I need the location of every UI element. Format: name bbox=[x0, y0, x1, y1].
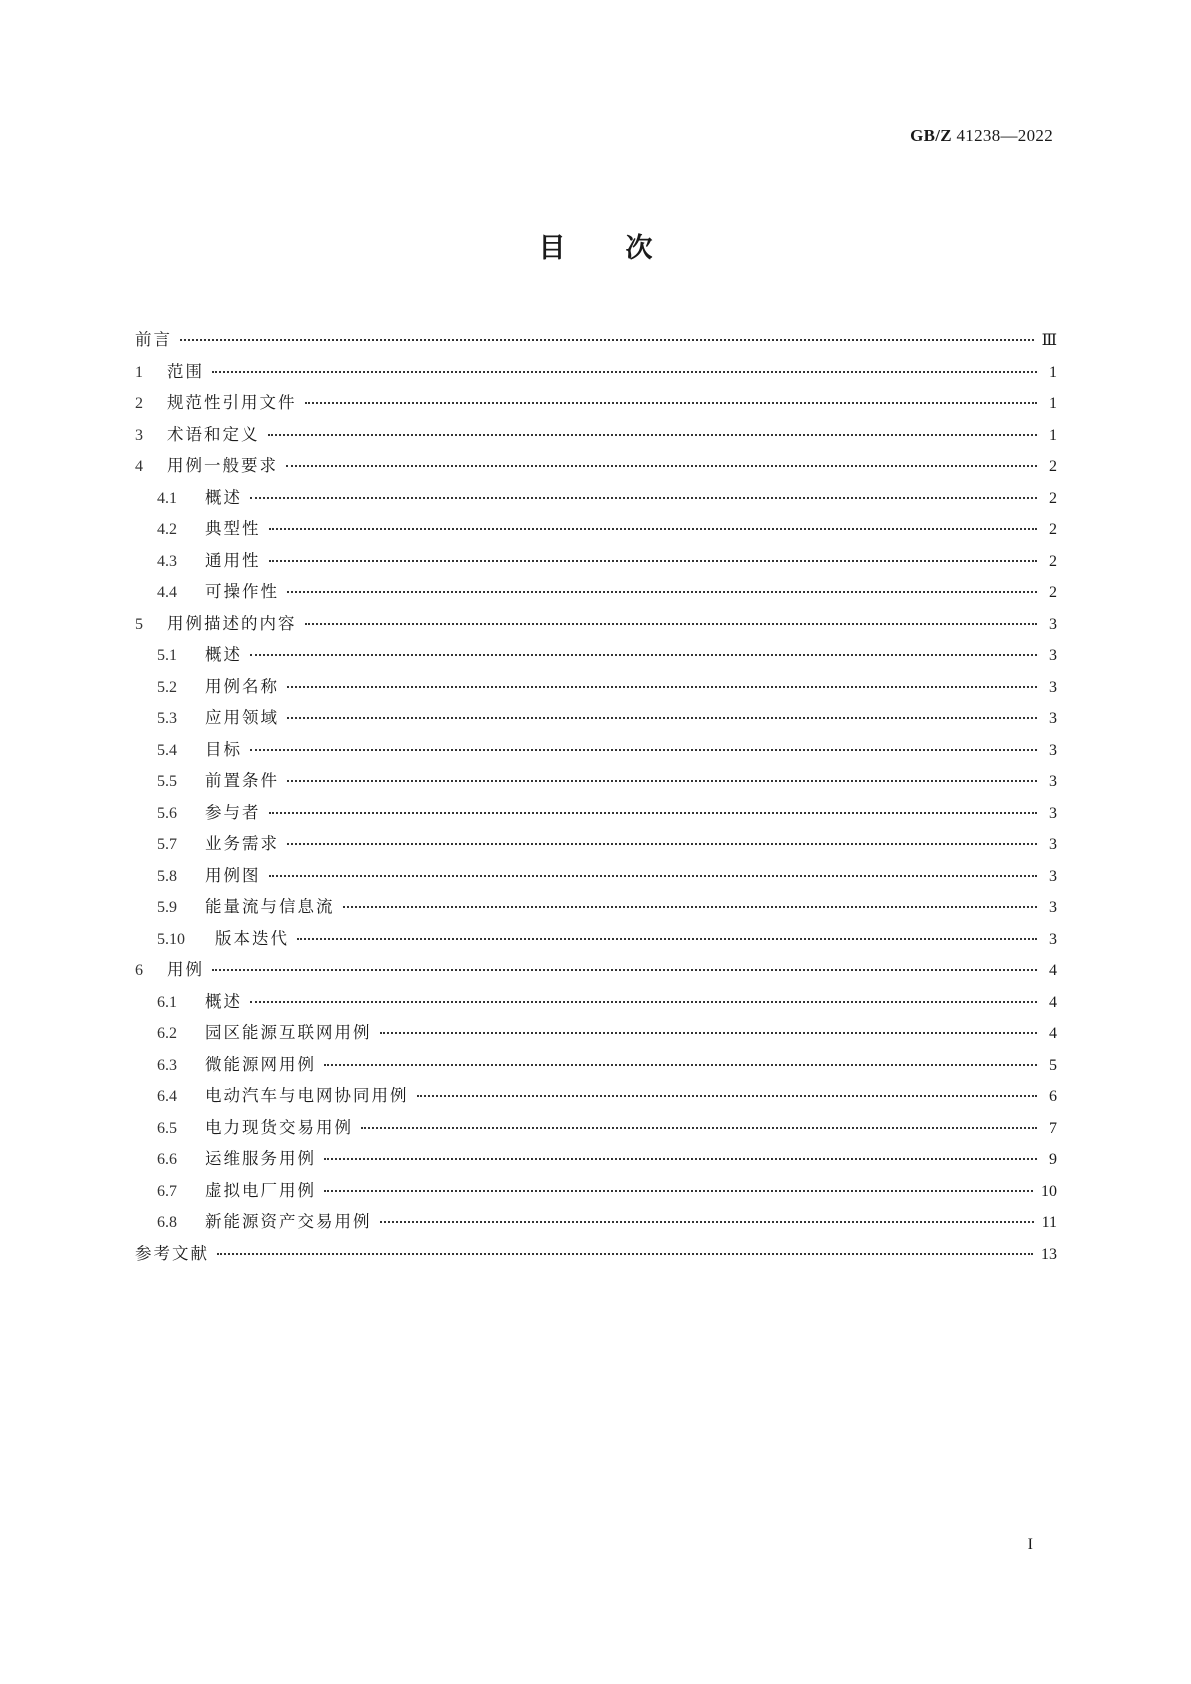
standard-code bbox=[910, 126, 1053, 146]
toc-entry[interactable] bbox=[135, 578, 1057, 610]
toc-entry[interactable] bbox=[135, 1240, 1057, 1272]
toc-entry-label: 用例名称 bbox=[205, 676, 279, 696]
toc-dot-leader bbox=[417, 1095, 1038, 1097]
toc-dot-leader bbox=[269, 875, 1038, 877]
toc-entry-label: 概述 bbox=[205, 991, 242, 1011]
toc-entry-label: 参考文献 bbox=[135, 1243, 209, 1263]
toc-entry-page: 3 bbox=[1049, 678, 1057, 696]
toc-entry-page: 2 bbox=[1049, 584, 1057, 601]
toc-entry[interactable] bbox=[135, 641, 1057, 673]
toc-entry-page: 10 bbox=[1041, 1182, 1057, 1200]
toc-entry[interactable] bbox=[135, 358, 1057, 390]
toc-entry-label: 规范性引用文件 bbox=[167, 393, 297, 412]
toc-entry-page: 1 bbox=[1049, 363, 1057, 381]
toc-entry[interactable] bbox=[135, 1145, 1057, 1177]
toc-entry[interactable] bbox=[135, 421, 1057, 453]
toc-entry-number: 4.1 bbox=[157, 489, 177, 507]
page-number: I bbox=[1027, 1536, 1033, 1553]
toc-entry-number: 5.5 bbox=[157, 773, 177, 790]
toc-entry-label: 应用领域 bbox=[205, 708, 279, 727]
toc-dot-leader bbox=[297, 938, 1037, 940]
toc-entry-number: 5.1 bbox=[157, 647, 177, 664]
toc-entry-page: 4 bbox=[1049, 993, 1057, 1011]
toc-entry-number: 4.3 bbox=[157, 552, 177, 570]
toc-entry-label: 概述 bbox=[205, 645, 242, 664]
toc-entry-number: 6.4 bbox=[157, 1088, 177, 1105]
toc-dot-leader bbox=[305, 402, 1038, 404]
toc-entry-number: 5.9 bbox=[157, 899, 177, 916]
toc-entry[interactable] bbox=[135, 452, 1057, 484]
toc-entry-label: 电动汽车与电网协同用例 bbox=[205, 1086, 409, 1105]
toc-entry-page: 2 bbox=[1049, 458, 1057, 475]
toc-entry-page: 3 bbox=[1049, 867, 1057, 885]
toc-entry-number: 5.8 bbox=[157, 867, 177, 885]
toc-entry[interactable] bbox=[135, 610, 1057, 642]
toc-entry-page: 2 bbox=[1049, 552, 1057, 570]
toc-entry-number: 5.6 bbox=[157, 804, 177, 822]
toc-entry[interactable] bbox=[135, 484, 1057, 516]
toc-entry-page: 4 bbox=[1049, 1025, 1057, 1042]
toc-entry[interactable] bbox=[135, 673, 1057, 705]
toc-entry-label: 用例 bbox=[167, 960, 204, 979]
toc-dot-leader bbox=[305, 623, 1038, 625]
toc-entry-number: 6.8 bbox=[157, 1214, 177, 1231]
toc-dot-leader bbox=[361, 1127, 1037, 1129]
toc-dot-leader bbox=[250, 1001, 1037, 1003]
toc-entry-page: 2 bbox=[1049, 521, 1057, 538]
toc-entry-number: 5.7 bbox=[157, 836, 177, 853]
toc-entry-page: 3 bbox=[1049, 804, 1057, 822]
toc-entry-label: 用例一般要求 bbox=[167, 456, 278, 475]
toc-entry-number: 4.4 bbox=[157, 584, 177, 601]
toc-dot-leader bbox=[324, 1064, 1037, 1066]
toc-dot-leader bbox=[286, 465, 1037, 467]
toc-dot-leader bbox=[217, 1253, 1033, 1255]
toc-entry[interactable] bbox=[135, 767, 1057, 799]
toc-entry-number: 6.2 bbox=[157, 1025, 177, 1042]
toc-entry[interactable] bbox=[135, 1019, 1057, 1051]
toc-entry-label: 前置条件 bbox=[205, 771, 279, 790]
toc-dot-leader bbox=[212, 969, 1037, 971]
toc-entry-page: Ⅲ bbox=[1041, 332, 1057, 349]
toc-dot-leader bbox=[287, 717, 1037, 719]
toc-entry-label: 参与者 bbox=[205, 802, 261, 822]
toc-entry[interactable] bbox=[135, 893, 1057, 925]
toc-entry-number: 6.1 bbox=[157, 993, 177, 1011]
toc-entry-label: 范围 bbox=[167, 361, 204, 381]
toc-entry-label: 运维服务用例 bbox=[205, 1149, 316, 1168]
toc-dot-leader bbox=[250, 749, 1037, 751]
toc-entry[interactable] bbox=[135, 389, 1057, 421]
toc-entry-number: 3 bbox=[135, 426, 143, 444]
toc-entry-label: 用例描述的内容 bbox=[167, 613, 297, 633]
toc-entry-label: 业务需求 bbox=[205, 834, 279, 853]
toc-entry-number: 2 bbox=[135, 395, 143, 412]
toc-entry[interactable] bbox=[135, 799, 1057, 831]
toc-entry-number: 4 bbox=[135, 458, 143, 475]
toc-entry[interactable] bbox=[135, 704, 1057, 736]
toc-entry-number: 6.6 bbox=[157, 1151, 177, 1168]
standard-number: 41238—2022 bbox=[956, 126, 1053, 145]
toc-entry-number: 5.2 bbox=[157, 678, 177, 696]
toc-entry-page: 5 bbox=[1049, 1056, 1057, 1074]
toc-dot-leader bbox=[250, 654, 1037, 656]
toc-entry-page: 3 bbox=[1049, 773, 1057, 790]
toc-entry-number: 6.3 bbox=[157, 1056, 177, 1074]
toc-dot-leader bbox=[268, 434, 1038, 436]
toc-entry-label: 电力现货交易用例 bbox=[205, 1117, 353, 1137]
toc-entry-page: 11 bbox=[1041, 1214, 1057, 1231]
toc-entry-label: 术语和定义 bbox=[167, 424, 260, 444]
toc-dot-leader bbox=[343, 906, 1038, 908]
toc-entry-label: 用例图 bbox=[205, 865, 261, 885]
toc-entry-label: 园区能源互联网用例 bbox=[205, 1023, 372, 1042]
toc-entry-page: 6 bbox=[1049, 1088, 1057, 1105]
toc-entry-page: 3 bbox=[1049, 647, 1057, 664]
toc-entry-page: 13 bbox=[1041, 1245, 1057, 1263]
toc-entry-page: 3 bbox=[1049, 899, 1057, 916]
toc-entry-label: 前言 bbox=[135, 330, 172, 349]
toc-entry-number: 4.2 bbox=[157, 521, 177, 538]
standard-prefix: GB/Z bbox=[910, 126, 952, 145]
toc-entry-page: 3 bbox=[1049, 930, 1057, 948]
toc-entry[interactable] bbox=[135, 1208, 1057, 1240]
toc-entry[interactable] bbox=[135, 862, 1057, 894]
toc-entry-page: 2 bbox=[1049, 489, 1057, 507]
toc-entry-number: 6 bbox=[135, 962, 143, 979]
toc-entry[interactable] bbox=[135, 1177, 1057, 1209]
toc-entry-label: 可操作性 bbox=[205, 582, 279, 601]
toc-entry-page: 3 bbox=[1049, 741, 1057, 759]
toc-entry-number: 1 bbox=[135, 363, 143, 381]
toc-entry[interactable] bbox=[135, 830, 1057, 862]
toc-entry-label: 目标 bbox=[205, 739, 242, 759]
toc-entry[interactable] bbox=[135, 547, 1057, 579]
toc-dot-leader bbox=[287, 591, 1037, 593]
toc-entry-number: 5.3 bbox=[157, 710, 177, 727]
toc-entry-label: 微能源网用例 bbox=[205, 1054, 316, 1074]
toc-dot-leader bbox=[269, 528, 1038, 530]
toc-entry-label: 典型性 bbox=[205, 519, 261, 538]
toc-entry[interactable] bbox=[135, 736, 1057, 768]
toc-dot-leader bbox=[380, 1032, 1038, 1034]
toc-dot-leader bbox=[287, 686, 1037, 688]
toc-dot-leader bbox=[269, 812, 1038, 814]
toc-entry-page: 4 bbox=[1049, 962, 1057, 979]
toc-entry[interactable] bbox=[135, 1114, 1057, 1146]
toc-entry[interactable] bbox=[135, 515, 1057, 547]
toc-entry-number: 5.10 bbox=[157, 930, 185, 948]
toc-entry-label: 概述 bbox=[205, 487, 242, 507]
toc-entry-number: 5 bbox=[135, 615, 143, 633]
toc-entry[interactable] bbox=[135, 1051, 1057, 1083]
toc-dot-leader bbox=[180, 339, 1034, 341]
toc-entry-number: 6.5 bbox=[157, 1119, 177, 1137]
toc-entry[interactable] bbox=[135, 925, 1057, 957]
toc-entry-page: 3 bbox=[1049, 836, 1057, 853]
toc-entry[interactable] bbox=[135, 1082, 1057, 1114]
toc-entry-label: 通用性 bbox=[205, 550, 261, 570]
toc-entry[interactable] bbox=[135, 988, 1057, 1020]
toc-dot-leader bbox=[212, 371, 1037, 373]
toc-entry[interactable] bbox=[135, 326, 1057, 358]
toc-dot-leader bbox=[287, 843, 1037, 845]
toc-dot-leader bbox=[380, 1221, 1034, 1223]
toc-entry-number: 5.4 bbox=[157, 741, 177, 759]
toc-entry-number: 6.7 bbox=[157, 1182, 177, 1200]
toc-entry-page: 3 bbox=[1049, 615, 1057, 633]
toc-entry-page: 1 bbox=[1049, 426, 1057, 444]
toc-dot-leader bbox=[250, 497, 1037, 499]
toc-entry-page: 1 bbox=[1049, 395, 1057, 412]
toc-dot-leader bbox=[287, 780, 1037, 782]
toc-entry-label: 版本迭代 bbox=[215, 928, 289, 948]
toc-dot-leader bbox=[324, 1158, 1037, 1160]
toc-dot-leader bbox=[324, 1190, 1033, 1192]
toc-entry-label: 新能源资产交易用例 bbox=[205, 1212, 372, 1231]
page-title: 目次 bbox=[538, 233, 713, 264]
toc-entry-page: 3 bbox=[1049, 710, 1057, 727]
toc-entry-label: 能量流与信息流 bbox=[205, 897, 335, 916]
toc-dot-leader bbox=[269, 560, 1038, 562]
toc-entry-label: 虚拟电厂用例 bbox=[205, 1180, 316, 1200]
table-of-contents bbox=[135, 326, 1057, 1271]
toc-entry-page: 7 bbox=[1049, 1119, 1057, 1137]
toc-entry[interactable] bbox=[135, 956, 1057, 988]
toc-entry-page: 9 bbox=[1049, 1151, 1057, 1168]
